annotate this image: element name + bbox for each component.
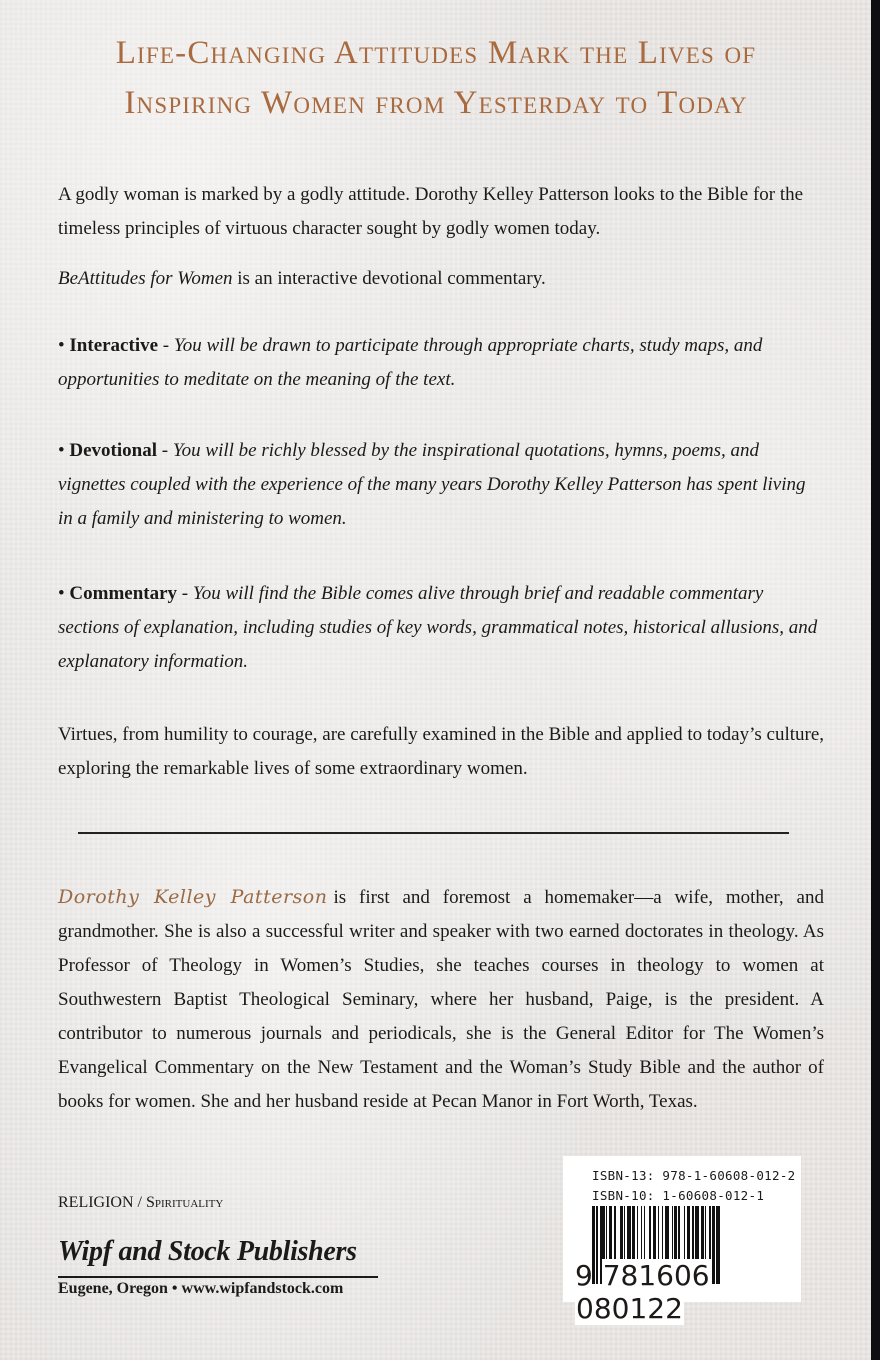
category-main: RELIGION	[58, 1194, 134, 1211]
feature-label: Interactive	[69, 335, 159, 356]
cover-headline	[0, 28, 872, 128]
virtues-paragraph: Virtues, from humility to courage, are carefully examined in the Bible and applied to today’s culture, exploring the remarkable lives of some extraordinary women.	[58, 724, 825, 779]
isbn-13: ISBN-13: 978-1-60608-012-2	[592, 1168, 796, 1183]
headline-line-1: Life-Changing Attitudes Mark the Lives of	[115, 35, 757, 71]
intro-paragraph: A godly woman is marked by a godly attitude. Dorothy Kelley Patterson looks to the Bible for the timeless principles of virtuous character sought by godly women today.	[58, 184, 804, 239]
section-divider	[78, 832, 789, 834]
feature-interactive: • Interactive - You will be drawn to participate through appropriate charts, study maps, and opportunities to meditate on the meaning of the text.	[58, 335, 763, 390]
barcode-group-1: 781606	[602, 1259, 710, 1292]
feature-label: Commentary	[69, 583, 178, 604]
feature-text: You will be drawn to participate through appropriate charts, study maps, and opportunities to meditate on the meaning of the text.	[58, 335, 763, 390]
isbn-barcode	[563, 1156, 801, 1325]
isbn-10: ISBN-10: 1-60608-012-1	[592, 1188, 765, 1203]
feature-devotional: • Devotional - You will be richly blessed by the inspirational quotations, hymns, poems, and vignettes coupled with the experience of the many years Dorothy Kelley Patterson has spent living in a family and ministering to women.	[58, 440, 806, 529]
publisher-address: Eugene, Oregon • www.wipfandstock.com	[58, 1276, 378, 1298]
feature-text: You will find the Bible comes alive through brief and readable commentary sections of explanation, including studies of key words, grammatical notes, historical allusions, and explanatory information.	[58, 583, 818, 672]
feature-commentary: • Commentary - You will find the Bible comes alive through brief and readable commentary sections of explanation, including studies of key words, grammatical notes, historical allusions, and explanatory information.	[58, 583, 818, 672]
book-title: BeAttitudes for Women	[58, 268, 233, 289]
barcode-first-digit: 9	[575, 1259, 593, 1292]
barcode-group-2: 080122	[576, 1292, 683, 1325]
headline-line-2: Inspiring Women from Yesterday to Today	[124, 85, 748, 121]
author-signature: Dorothy Kelley Patterson	[58, 886, 328, 908]
category-sub: Spirituality	[146, 1194, 224, 1211]
barcode-digits	[575, 1259, 801, 1325]
author-bio-text: is first and foremost a homemaker—a wife, mother, and grandmother. She is also a successful writer and speaker with two earned doctorates in theology. As Professor of Theology in Women’s Studies, she teaches courses in theology to women at Southwestern Baptist Theological Seminary, where her husband, Paige, is the president. A contributor to numerous journals and periodicals, she is the General Editor for The Women’s Evangelical Commentary on the New Testament and the Woman’s Study Bible and the author of books for women. She and her husband reside at Pecan Manor in Fort Worth, Texas.	[58, 887, 824, 1112]
author-bio	[58, 880, 824, 1119]
feature-label: Devotional	[69, 440, 158, 461]
publisher-name: Wipf and Stock Publishers	[58, 1236, 357, 1267]
cover-edge	[871, 0, 880, 1360]
book-description	[58, 262, 824, 296]
book-description-text: is an interactive devotional commentary.	[232, 268, 546, 289]
feature-text: You will be richly blessed by the inspirational quotations, hymns, poems, and vignettes coupled with the experience of the many years Dorothy Kelley Patterson has spent living in a family and ministering to women.	[58, 440, 806, 529]
category-label: RELIGION / Spirituality	[58, 1194, 224, 1211]
